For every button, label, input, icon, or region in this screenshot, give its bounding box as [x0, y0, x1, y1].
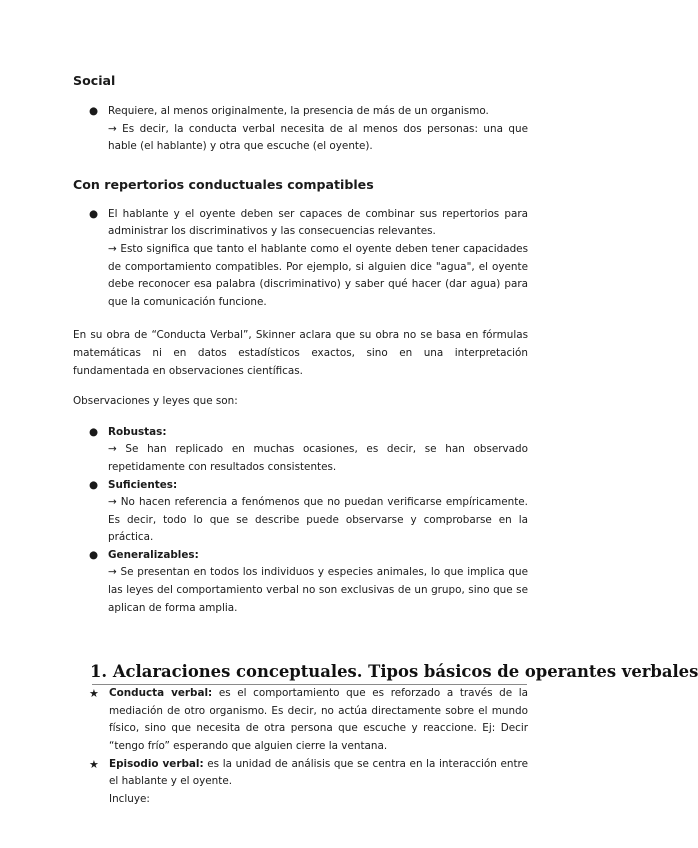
compatibles-heading: Con repertorios conductuales compatibles	[73, 176, 374, 192]
bullet-icon: ●	[89, 478, 99, 491]
concept-text: es la unidad de análisis que se centra en la interacción entre el hablante y el oyente.	[109, 757, 528, 788]
star-icon: ★	[89, 687, 99, 701]
law-note: → No hacen referencia a fenómenos que no puedan verificarse empíricamente. Es decir, todo lo que se describe puede observarse y comprobarse en la práctica.	[108, 496, 528, 544]
section-heading: 1. Aclaraciones conceptuales. Tipos básicos de operantes verbales	[90, 662, 698, 682]
list-item	[73, 685, 528, 755]
list-item-note: → Esto significa que tanto el hablante como el oyente deben tener capacidades de comportamiento compatibles. Por ejemplo, si alguien dice "agua", el oyente debe reconocer esa palabra (discriminativo) y saber qué hacer (dar agua) para que la comunicación funcione.	[108, 242, 528, 308]
social-list	[73, 103, 528, 156]
concept-term: Conducta verbal:	[109, 687, 213, 700]
list-item	[73, 756, 528, 809]
observaciones-paragraph: Observaciones y leyes que son:	[73, 395, 238, 408]
list-item-text: El hablante y el oyente deben ser capaces de combinar sus repertorios para administrar los discriminativos y las consecuencias relevantes.	[108, 207, 528, 238]
bullet-icon: ●	[89, 548, 99, 561]
law-note: → Se han replicado en muchas ocasiones, es decir, se han observado repetidamente con resultados consistentes.	[108, 443, 528, 473]
law-note: → Se presentan en todos los individuos y especies animales, lo que implica que las leyes del comportamiento verbal no son exclusivas de un grupo, sino que se aplican de forma amplia.	[108, 566, 528, 614]
concept-term: Episodio verbal:	[109, 757, 204, 770]
concepts-list	[73, 685, 528, 808]
law-title: Robustas:	[108, 425, 167, 438]
bullet-icon: ●	[89, 105, 99, 117]
law-title: Suficientes:	[108, 478, 178, 491]
concept-text: es el comportamiento que es reforzado a través de la mediación de otro organismo. Es decir, no actúa directamente sobre el mundo físico, sino que necesita de otra persona que escuche y reaccione. Ej: Decir “tengo frío” esperando que alguien cierre la ventana.	[109, 687, 529, 753]
laws-list	[73, 424, 528, 618]
skinner-paragraph: En su obra de “Conducta Verbal”, Skinner aclara que su obra no se basa en fórmulas matemáticas ni en datos estadísticos exactos, sino en una interpretación fundamentada en observaciones científicas.	[73, 329, 528, 377]
list-item	[73, 477, 528, 547]
list-item	[73, 103, 528, 156]
social-heading: Social	[73, 73, 116, 88]
star-icon: ★	[89, 757, 99, 771]
compatibles-list	[73, 206, 528, 312]
concept-extra: Incluye:	[109, 792, 150, 805]
list-item-note: → Es decir, la conducta verbal necesita de al menos dos personas: una que hable (el hablante) y otra que escuche (el oyente).	[108, 122, 528, 153]
list-item	[73, 547, 528, 617]
list-item-text: Requiere, al menos originalmente, la presencia de más de un organismo.	[108, 105, 489, 117]
bullet-icon: ●	[89, 207, 99, 220]
list-item	[73, 424, 528, 477]
bullet-icon: ●	[89, 425, 99, 438]
law-title: Generalizables:	[108, 548, 199, 561]
list-item	[73, 206, 528, 312]
